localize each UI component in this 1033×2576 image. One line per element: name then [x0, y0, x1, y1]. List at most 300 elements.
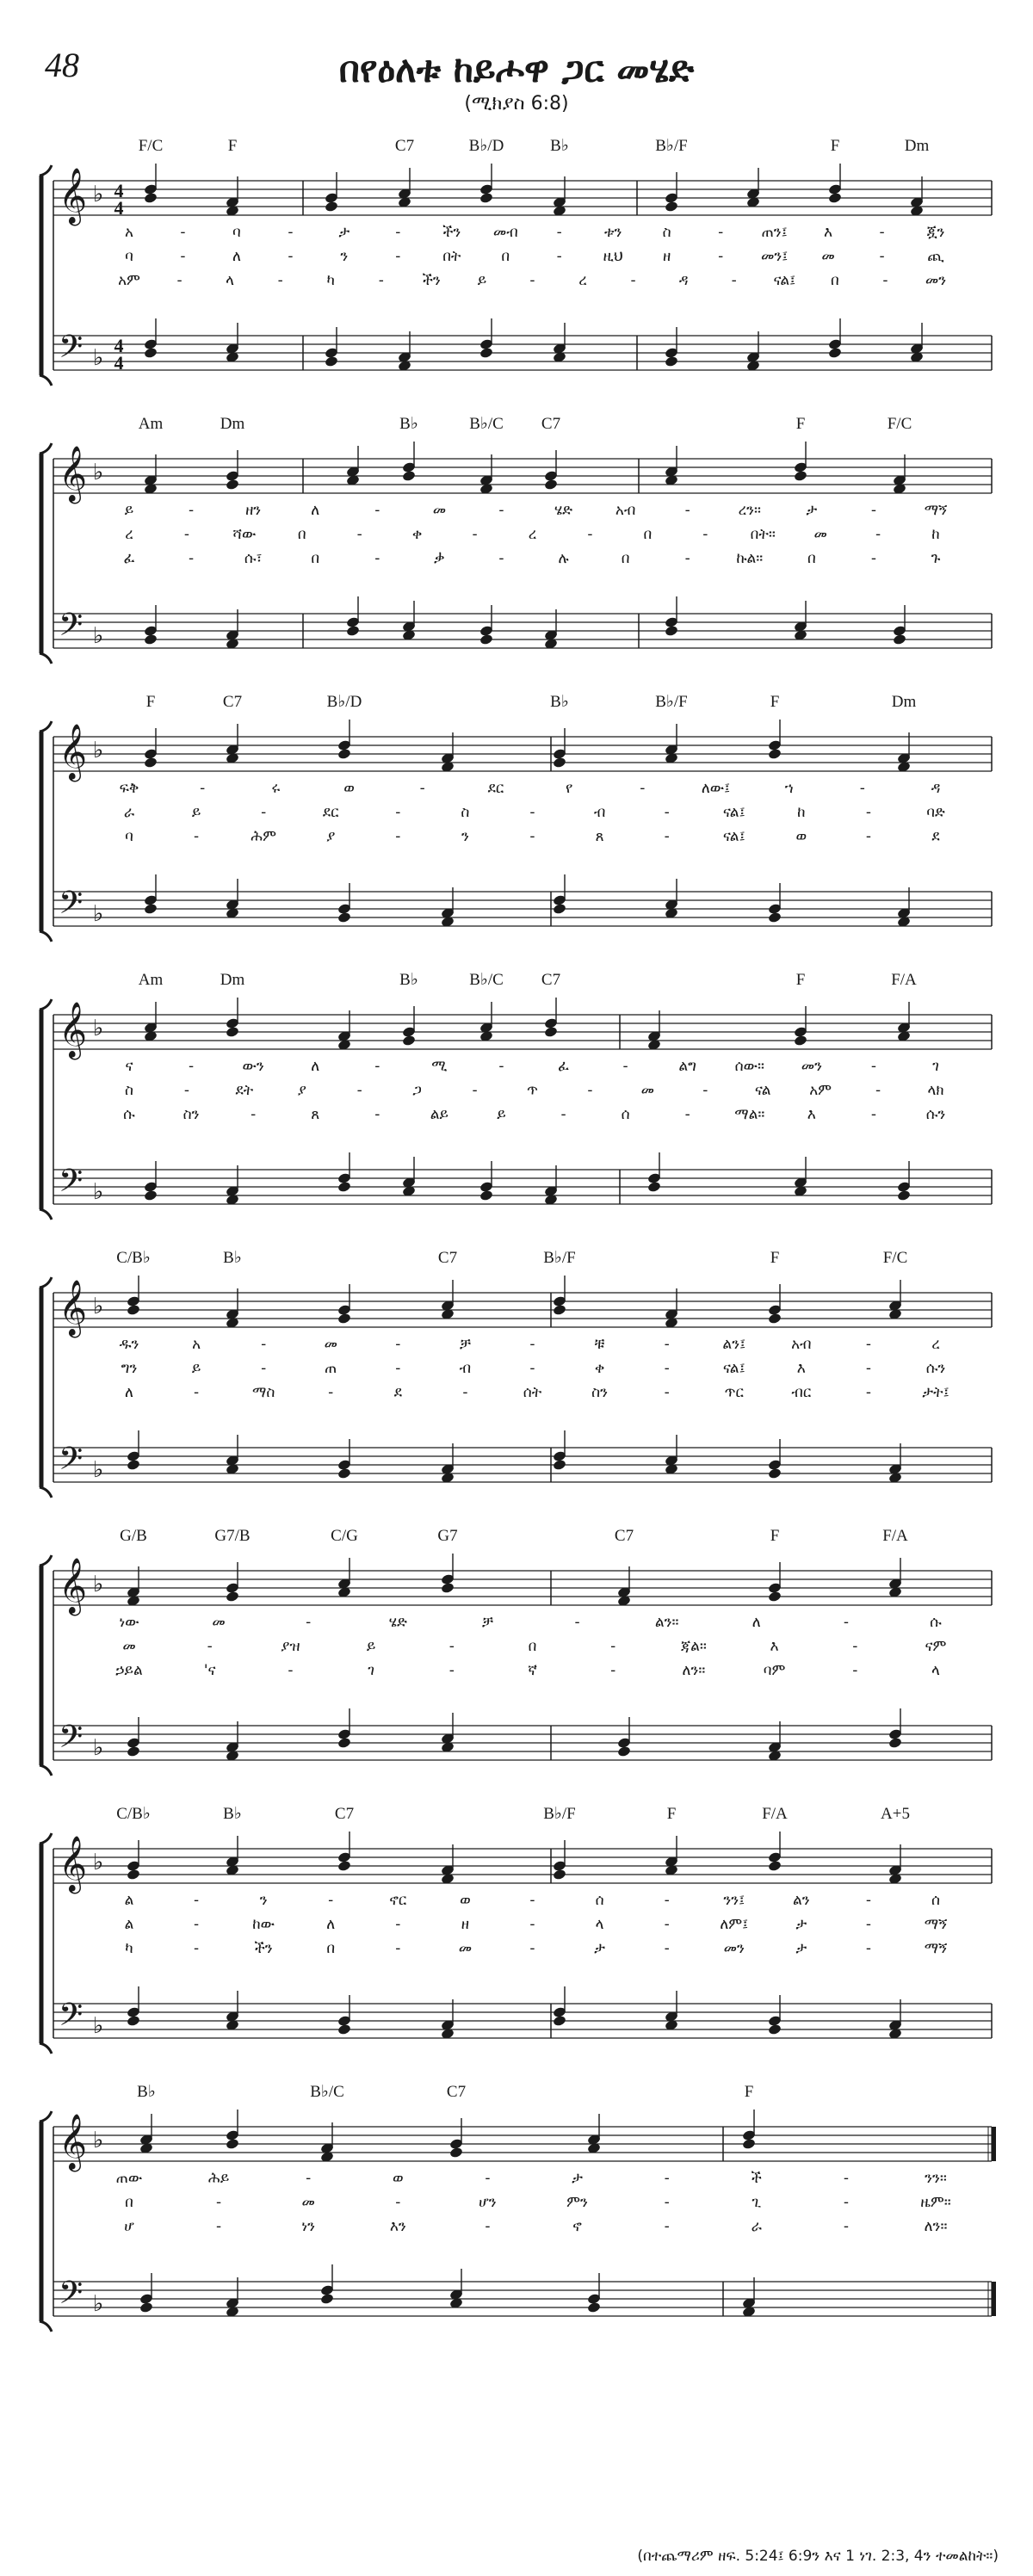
lyric-hyphen: - — [448, 1638, 455, 1655]
lyric-hyphen: - — [587, 526, 593, 543]
lyric-hyphen: - — [875, 1082, 881, 1099]
bass-note — [647, 1181, 662, 1193]
treble-note — [828, 192, 843, 204]
lyric-hyphen: - — [870, 550, 876, 567]
lyric-syllable: ታ — [572, 2170, 583, 2187]
lyric-hyphen: - — [288, 248, 294, 265]
treble-note — [402, 1035, 417, 1047]
chord-symbol: C/B♭ — [116, 1805, 151, 1823]
bass-clef-icon: 𝄢 — [59, 1719, 84, 1763]
lyric-syllable: ዱን — [119, 1336, 139, 1353]
lyric-syllable: ዳ — [931, 780, 941, 797]
chord-symbol: F — [795, 971, 806, 989]
chord-symbol: F/C — [887, 415, 912, 433]
lyric-syllable: ና — [125, 1058, 133, 1075]
treble-note — [665, 201, 679, 213]
lyric-syllable: ንን፤ — [723, 1892, 745, 1909]
system-1 — [40, 164, 992, 386]
lyric-syllable: ቹ — [594, 1336, 605, 1353]
lyric-hyphen: - — [529, 1360, 535, 1377]
lyric-hyphen: - — [664, 828, 670, 845]
lyric-hyphen: - — [194, 1384, 200, 1401]
key-signature-flat-icon: ♭ — [93, 460, 104, 485]
lyric-hyphen: - — [498, 1058, 504, 1075]
lyric-syllable: መ — [122, 1638, 136, 1655]
lyric-hyphen: - — [251, 1106, 257, 1123]
chord-symbol: B♭/F — [655, 137, 688, 155]
lyric-syllable: ሆ — [124, 2218, 134, 2235]
bass-note — [139, 2301, 154, 2313]
lyric-syllable: ረ — [528, 526, 537, 543]
chord-symbol: F — [770, 1527, 780, 1545]
chord-symbol: B♭/F — [655, 693, 688, 711]
chord-symbol: F — [227, 137, 238, 155]
chord-symbol: F — [830, 137, 840, 155]
lyric-hyphen: - — [261, 1336, 267, 1353]
lyric-syllable: ሆን — [479, 2194, 497, 2211]
lyric-syllable: ለ — [311, 1058, 320, 1075]
lyric-syllable: ስ — [461, 804, 470, 821]
lyric-hyphen: - — [207, 1638, 213, 1655]
bass-note — [553, 2015, 567, 2027]
lyric-syllable: ን — [259, 1892, 268, 1909]
lyric-syllable: ፍቅ — [119, 780, 139, 797]
treble-note — [742, 2138, 757, 2150]
lyric-syllable: መን — [925, 272, 947, 289]
bass-note — [479, 1189, 494, 1202]
lyric-hyphen: - — [622, 1058, 628, 1075]
lyric-syllable: ናል፤ — [722, 828, 745, 845]
lyric-syllable: በ — [528, 1638, 537, 1655]
treble-clef-icon: 𝄞 — [59, 1280, 88, 1336]
chord-symbol: F/A — [882, 1527, 908, 1545]
lyric-syllable: መ — [821, 248, 835, 265]
lyric-hyphen: - — [395, 1360, 401, 1377]
chord-symbol: F — [666, 1805, 677, 1823]
key-signature-flat-icon: ♭ — [93, 623, 104, 649]
bass-clef-icon: 𝄢 — [59, 329, 84, 373]
chord-symbol: F — [145, 693, 156, 711]
lyric-hyphen: - — [183, 1082, 189, 1099]
lyric-syllable: አ — [125, 224, 133, 241]
lyric-hyphen: - — [395, 1940, 401, 1957]
lyric-syllable: መብ — [492, 224, 518, 241]
lyric-syllable: መ — [458, 1940, 473, 1957]
bass-note — [665, 355, 679, 368]
lyric-syllable: ሰ — [621, 1106, 630, 1123]
lyric-syllable: ልግ — [678, 1058, 697, 1075]
bracket-bottom-hook — [40, 653, 52, 664]
treble-clef-icon: 𝄞 — [59, 1836, 88, 1892]
lyric-hyphen: - — [288, 1662, 294, 1679]
treble-clef-icon: 𝄞 — [59, 168, 88, 224]
lyric-hyphen: - — [664, 2170, 670, 2187]
chord-symbol: C7 — [541, 415, 561, 433]
lyric-syllable: ያዝ — [281, 1638, 300, 1655]
lyric-hyphen: - — [865, 804, 871, 821]
lyric-syllable: እ — [807, 1106, 816, 1123]
lyric-hyphen: - — [865, 1892, 871, 1909]
lyric-hyphen: - — [395, 248, 401, 265]
lyric-hyphen: - — [498, 502, 504, 519]
lyric-syllable: ጇን — [926, 224, 945, 241]
bracket-top-hook — [40, 1555, 52, 1566]
bracket-bottom-hook — [40, 2321, 52, 2332]
lyric-hyphen: - — [882, 272, 888, 289]
lyric-hyphen: - — [865, 1940, 871, 1957]
lyric-hyphen: - — [180, 224, 186, 241]
treble-note — [144, 192, 158, 204]
lyric-syllable: ደ — [931, 828, 940, 845]
bracket-top-hook — [40, 1277, 52, 1288]
treble-note — [127, 1869, 141, 1881]
bass-note — [144, 1189, 158, 1202]
lyric-syllable: ባ — [125, 248, 133, 265]
lyric-hyphen: - — [865, 1360, 871, 1377]
lyric-syllable: ላክ — [927, 1082, 944, 1099]
bass-clef-icon: 𝄢 — [59, 2275, 84, 2319]
chord-symbol: B♭/D — [468, 137, 504, 155]
lyric-syllable: መ — [324, 1336, 337, 1353]
chord-symbol: B♭ — [399, 415, 418, 433]
lyric-syllable: አም — [118, 272, 140, 289]
treble-note — [449, 2147, 464, 2159]
lyric-syllable: ቀ — [411, 526, 423, 543]
chord-symbol: B♭ — [137, 2083, 156, 2101]
lyric-syllable: ማኝ — [924, 502, 948, 519]
treble-note — [794, 1035, 808, 1047]
lyric-syllable: ባ — [232, 224, 241, 241]
lyric-hyphen: - — [378, 272, 384, 289]
lyric-syllable: በ — [501, 248, 510, 265]
chord-symbol: B♭/C — [310, 2083, 344, 2101]
key-signature-flat-icon: ♭ — [93, 1457, 104, 1483]
lyric-syllable: መ — [301, 2194, 315, 2211]
bass-note — [897, 1189, 912, 1202]
lyric-syllable: ማኝ — [924, 1916, 948, 1933]
bass-note — [337, 911, 352, 924]
lyric-hyphen: - — [395, 224, 401, 241]
lyric-hyphen: - — [702, 526, 708, 543]
chord-symbol: F/A — [891, 971, 917, 989]
bass-note — [553, 903, 567, 915]
treble-note — [226, 1026, 240, 1038]
bass-note — [893, 633, 907, 646]
lyric-syllable: ል — [124, 1916, 134, 1933]
lyric-syllable: ቃ — [434, 550, 445, 567]
lyric-syllable: ለ — [232, 248, 241, 265]
lyric-syllable: ለ — [752, 1614, 761, 1631]
key-signature-flat-icon: ♭ — [93, 901, 104, 927]
lyric-hyphen: - — [664, 1940, 670, 1957]
chord-symbol: F/A — [762, 1805, 788, 1823]
lyric-hyphen: - — [640, 780, 646, 797]
chord-symbol: B♭/C — [469, 415, 504, 433]
lyric-syllable: ረ — [125, 526, 133, 543]
system-6 — [40, 1554, 992, 1776]
lyric-syllable: ነን — [301, 2218, 316, 2235]
lyric-syllable: ለን። — [924, 2218, 948, 2235]
chord-symbol: G7 — [437, 1527, 458, 1545]
lyric-syllable: ማል። — [734, 1106, 765, 1123]
chord-symbol: Am — [138, 971, 164, 989]
lyric-hyphen: - — [328, 1892, 334, 1909]
lyric-syllable: ማስ — [251, 1384, 275, 1401]
treble-note — [768, 1591, 782, 1603]
lyric-syllable: ግን — [121, 1360, 138, 1377]
lyric-hyphen: - — [529, 804, 535, 821]
lyric-syllable: ኀ — [784, 780, 794, 797]
lyric-syllable: ረን። — [738, 502, 761, 519]
song-title: በየዕለቱ ከይሖዋ ጋር መሄድ — [338, 48, 695, 90]
lyric-hyphen: - — [843, 2218, 849, 2235]
scripture-reference: (ሚክያስ 6:8) — [464, 93, 569, 114]
time-signature-top: 4 — [114, 180, 124, 201]
treble-note — [553, 1304, 567, 1316]
bracket-bottom-hook — [40, 1487, 52, 1498]
lyric-syllable: ስ — [125, 1082, 133, 1099]
lyric-syllable: ዘ — [461, 1916, 470, 1933]
lyric-hyphen: - — [176, 272, 182, 289]
bass-note — [665, 625, 679, 637]
lyric-syllable: ለ — [311, 502, 320, 519]
lyric-hyphen: - — [194, 828, 200, 845]
lyric-hyphen: - — [306, 1614, 312, 1631]
lyric-hyphen: - — [859, 780, 865, 797]
chord-symbol: C7 — [394, 137, 415, 155]
key-signature-flat-icon: ♭ — [93, 2128, 104, 2153]
treble-note — [402, 470, 417, 482]
chord-symbol: C7 — [334, 1805, 355, 1823]
bass-note — [479, 347, 494, 359]
lyric-syllable: ከ — [931, 526, 940, 543]
lyric-hyphen: - — [183, 526, 189, 543]
lyric-syllable: ልን። — [654, 1614, 679, 1631]
lyric-syllable: ይ — [366, 1638, 376, 1655]
treble-clef-icon: 𝄞 — [59, 446, 88, 502]
lyric-syllable: በ — [643, 526, 653, 543]
lyric-hyphen: - — [462, 1384, 468, 1401]
final-barline-thick — [992, 2282, 996, 2316]
lyric-syllable: ወ — [393, 2170, 404, 2187]
bass-note — [553, 1459, 567, 1471]
chord-symbol: B♭ — [223, 1805, 242, 1823]
lyric-syllable: ይ — [191, 1360, 201, 1377]
lyric-hyphen: - — [356, 1082, 362, 1099]
chord-symbol: Am — [138, 415, 164, 433]
lyric-syllable: ቻ — [459, 1336, 471, 1353]
bass-note — [768, 911, 782, 924]
chord-symbol: C7 — [614, 1527, 634, 1545]
lyric-syllable: ሰ — [931, 1892, 940, 1909]
key-signature-flat-icon: ♭ — [93, 2291, 104, 2317]
bass-note — [320, 2293, 335, 2305]
lyric-syllable: ለው፤ — [701, 780, 731, 797]
treble-note — [544, 479, 559, 491]
lyric-syllable: ሱን — [925, 1360, 946, 1377]
bass-clef-icon: 𝄢 — [59, 1997, 84, 2041]
lyric-syllable: ታት፤ — [922, 1384, 949, 1401]
lyric-syllable: ናል፤ — [773, 272, 796, 289]
lyric-syllable: ስን — [591, 1384, 609, 1401]
chord-symbol: A+5 — [881, 1805, 910, 1823]
lyric-hyphen: - — [843, 2194, 849, 2211]
chord-symbol: C7 — [541, 971, 561, 989]
lyric-hyphen: - — [374, 550, 380, 567]
bracket-top-hook — [40, 165, 52, 176]
lyric-syllable: በ — [621, 550, 630, 567]
time-signature-bottom: 4 — [114, 352, 124, 374]
lyric-syllable: ካ — [125, 1940, 133, 1957]
lyric-syllable: ለም፤ — [720, 1916, 749, 1933]
lyric-hyphen: - — [718, 224, 724, 241]
chord-symbol: C7 — [437, 1249, 458, 1267]
lyric-hyphen: - — [189, 502, 195, 519]
lyric-syllable: በ — [831, 272, 839, 289]
lyric-hyphen: - — [306, 2170, 312, 2187]
lyric-syllable: ሕይ — [207, 2170, 230, 2187]
lyric-syllable: ታ — [338, 224, 350, 241]
chord-symbol: B♭ — [550, 137, 569, 155]
lyric-hyphen: - — [556, 224, 562, 241]
lyric-hyphen: - — [560, 1106, 566, 1123]
lyric-hyphen: - — [485, 2170, 491, 2187]
lyric-hyphen: - — [574, 1614, 580, 1631]
footnote: (በተጨማሪም ዘፍ. 5:24፤ 6:9ን እና 1 ነገ. 2:3, 4ን ተመልከት።) — [637, 2548, 999, 2565]
lyric-syllable: ሩ — [271, 780, 281, 797]
lyric-syllable: ጸ — [595, 828, 604, 845]
lyric-syllable: ጥ — [527, 1082, 538, 1099]
bracket-top-hook — [40, 443, 52, 454]
chord-symbol: G7/B — [214, 1527, 251, 1545]
lyric-hyphen: - — [630, 272, 636, 289]
lyric-hyphen: - — [472, 526, 478, 543]
lyric-syllable: ናል፤ — [722, 1360, 745, 1377]
lyric-syllable: ጸ — [311, 1106, 320, 1123]
lyric-syllable: ስ — [662, 224, 671, 241]
lyric-syllable: ኖ — [572, 2218, 582, 2235]
bass-note — [144, 347, 158, 359]
lyric-hyphen: - — [870, 1058, 876, 1075]
lyric-syllable: በ — [297, 526, 306, 543]
lyric-hyphen: - — [194, 1916, 200, 1933]
lyric-hyphen: - — [374, 502, 380, 519]
chord-symbol: F — [795, 415, 806, 433]
lyric-syllable: ጥር — [724, 1384, 744, 1401]
lyric-syllable: ገ — [932, 1058, 939, 1075]
lyric-syllable: ዳ — [678, 272, 689, 289]
bass-clef-icon: 𝄢 — [59, 885, 84, 929]
treble-note — [127, 1304, 141, 1316]
lyric-hyphen: - — [395, 1336, 401, 1353]
bass-note — [337, 2023, 352, 2035]
key-signature-flat-icon: ♭ — [93, 1735, 104, 1761]
time-signature-top: 4 — [114, 335, 124, 356]
lyric-syllable: ባድ — [926, 804, 945, 821]
chord-symbol: C/G — [331, 1527, 358, 1545]
lyric-hyphen: - — [684, 502, 690, 519]
key-signature-flat-icon: ♭ — [93, 738, 104, 763]
treble-note — [325, 201, 339, 213]
lyric-syllable: ጉ — [931, 550, 941, 567]
lyric-syllable: እ — [796, 1360, 806, 1377]
lyric-syllable: መ — [640, 1082, 655, 1099]
bass-note — [144, 633, 158, 646]
bass-note — [888, 1737, 903, 1749]
key-signature-flat-icon: ♭ — [93, 345, 104, 371]
lyric-syllable: ካ — [326, 272, 335, 289]
lyric-syllable: ሉ — [558, 550, 569, 567]
time-signature-bottom: 4 — [114, 197, 124, 219]
lyric-syllable: ን — [340, 248, 349, 265]
lyric-syllable: ጃል። — [680, 1638, 707, 1655]
chord-symbol: Dm — [220, 971, 245, 989]
lyric-syllable: ውን — [242, 1058, 264, 1075]
system-5 — [40, 1276, 992, 1498]
lyric-syllable: መን — [723, 1940, 745, 1957]
treble-note — [226, 2138, 240, 2150]
treble-note — [768, 1860, 782, 1872]
system-8 — [40, 2110, 996, 2332]
lyric-syllable: ስን — [182, 1106, 200, 1123]
lyric-hyphen: - — [277, 272, 283, 289]
bass-note — [325, 355, 339, 368]
bass-note — [127, 2015, 141, 2027]
lyric-syllable: መን፤ — [760, 248, 789, 265]
treble-note — [337, 1860, 352, 1872]
treble-note — [226, 1591, 240, 1603]
lyric-hyphen: - — [356, 526, 362, 543]
bass-note — [127, 1745, 141, 1757]
lyric-syllable: ሱ — [123, 1106, 135, 1123]
lyric-hyphen: - — [374, 1058, 380, 1075]
lyric-syllable: ኖር — [389, 1892, 407, 1909]
treble-clef-icon: 𝄞 — [59, 724, 88, 780]
treble-note — [441, 1582, 455, 1594]
lyric-syllable: መን — [801, 1058, 822, 1075]
lyric-syllable: ላ — [595, 1916, 604, 1933]
chord-symbol: Dm — [891, 693, 917, 711]
chord-symbol: C7 — [222, 693, 243, 711]
lyric-syllable: ሄድ — [388, 1614, 407, 1631]
lyric-syllable: ብር — [791, 1384, 812, 1401]
lyric-syllable: ኛ — [528, 1662, 537, 1679]
bass-note — [346, 625, 361, 637]
lyric-syllable: ከ — [797, 804, 806, 821]
lyric-hyphen: - — [216, 2194, 222, 2211]
lyric-syllable: ጪ — [927, 248, 944, 265]
bass-note — [337, 1181, 352, 1193]
chord-symbol: Dm — [904, 137, 930, 155]
lyric-syllable: ናል — [754, 1082, 771, 1099]
bass-note — [479, 633, 494, 646]
page-number: 48 — [45, 46, 79, 84]
lyric-hyphen: - — [664, 804, 670, 821]
lyric-hyphen: - — [610, 1662, 616, 1679]
lyric-syllable: ሚ — [431, 1058, 448, 1075]
lyric-syllable: ጠ — [325, 1360, 337, 1377]
lyric-hyphen: - — [556, 248, 562, 265]
lyric-hyphen: - — [879, 248, 885, 265]
lyric-syllable: ለን። — [682, 1662, 706, 1679]
lyric-syllable: ነው — [119, 1614, 139, 1631]
chord-symbol: B♭/F — [543, 1249, 576, 1267]
lyric-hyphen: - — [529, 1940, 535, 1957]
lyric-hyphen: - — [610, 1638, 616, 1655]
lyric-hyphen: - — [374, 1106, 380, 1123]
bass-clef-icon: 𝄢 — [59, 1441, 84, 1485]
lyric-syllable: ወ — [343, 780, 355, 797]
